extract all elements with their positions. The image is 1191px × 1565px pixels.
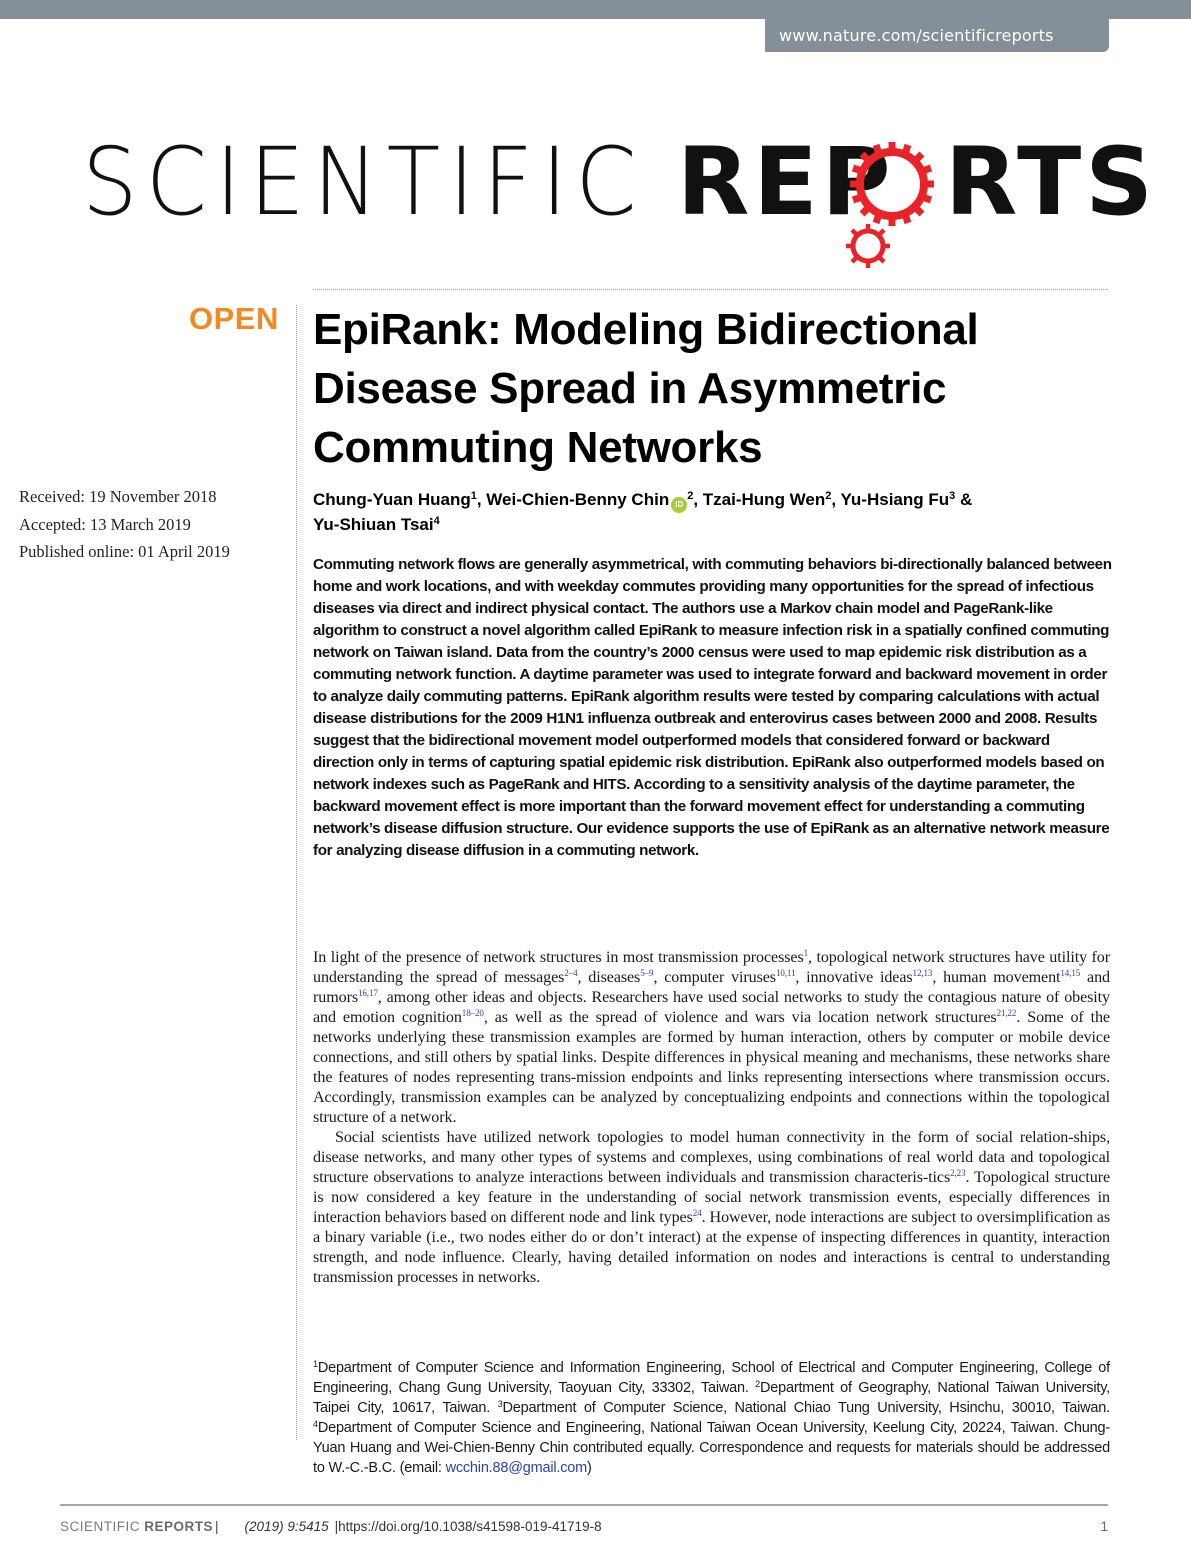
reference-link[interactable]: 10,11 (775, 968, 796, 978)
masthead-scientific: SCIENTIFIC (82, 128, 645, 237)
author-list: Chung-Yuan Huang$^1$, Wei-Chien-Benny Chin $iD^2$, Tzai-Hung Wen$^2$, Yu-Hsiang Fu$^3$ & Yu-Shiuan Tsai$^4$ (313, 490, 973, 534)
reference-link[interactable]: 24 (692, 1208, 702, 1218)
affiliation-marker: 2 (825, 490, 832, 502)
affiliation-marker: 2 (687, 490, 694, 502)
author-name[interactable]: Wei-Chien-Benny Chin (486, 490, 670, 509)
author-name[interactable]: Yu-Shiuan Tsai (313, 515, 434, 534)
abstract: Commuting network flows are generally asymmetrical, with commuting behaviors bi-directionally balanced between home and work locations, and with weekday commutes providing many opportunities for the spread of infectious diseases via direct and indirect physical contact. The authors use a Markov chain model and PageRank-like algorithm to construct a novel algorithm called EpiRank to measure infection risk in a spatially confined commuting network on Taiwan island. Data from the country’s 2000 census were used to map epidemic risk distribution as a commuting network function. A daytime parameter was used to integrate forward and backward movement in order to analyze daily commuting patterns. EpiRank algorithm results were tested by comparing calculations with actual disease distributions for the 2009 H1N1 influenza outbreak and enterovirus cases between 2000 and 2008. Results suggest that the bidirectional movement model outperformed models that considered forward or backward direction only in terms of capturing spatial epidemic risk distribution. EpiRank also outperformed models based on network indexes such as PageRank and HITS. According to a sensitivity analysis of the daytime parameter, the backward movement effect is more important than the forward movement effect for understanding a commuting network’s disease diffusion structure. Our evidence supports the use of EpiRank as an alternative network measure for analyzing disease diffusion in a commuting network. (313, 556, 1112, 859)
masthead-rts: RTS (945, 128, 1157, 237)
footer-separator: | (215, 1518, 219, 1534)
accepted-date: Accepted: 13 March 2019 (19, 514, 191, 534)
reference-link[interactable]: 12,13 (912, 968, 933, 978)
reference-link[interactable]: 2,23 (950, 1168, 966, 1178)
open-access-badge: OPEN (189, 301, 279, 336)
article-dates (19, 483, 230, 566)
author-name[interactable]: Yu-Hsiang Fu (840, 490, 950, 509)
body-paragraph-2: Social scientists have utilized network topologies to model human connectivity in the form of social relation-ships, disease networks, and many other types of systems and complexes, using combinations of real world data and topological structure observations to analyze interactions between individuals and transmission characteris-tics$^{2,23}$. Topological structure is now considered a key feature in the understanding of social network transmission events, especially differences in interaction behaviors based on different node and link types$^{24}$. However, node interactions are subject to oversimplification as a binary variable (i.e., two nodes either do or don’t interact) at the expense of inspecting differences in quantity, interaction strength, and node influence. Clearly, having detailed information on nodes and interactions is central to understanding transmission processes in networks. (313, 1129, 1110, 1286)
masthead-rep: REP (677, 128, 895, 237)
top-banner-bar (0, 0, 1191, 19)
affiliation-number: 2 (755, 1379, 760, 1389)
article-body (313, 948, 1110, 1288)
affiliation-marker: 3 (949, 490, 956, 502)
journal-url-link[interactable]: www.nature.com/scientificreports (765, 19, 1109, 52)
correspondence-close: ) (587, 1460, 592, 1476)
correspondence-text: Chung-Yuan Huang and Wei-Chien-Benny Chin contributed equally. Correspondence and requests for materials should be addressed to W.-C.-B.C. (email: (313, 1420, 1110, 1476)
orcid-icon[interactable]: iD (671, 497, 687, 513)
body-paragraph-1: In light of the presence of network structures in most transmission processes$^1$, topological network structures have utility for understanding the spread of messages$^{2-4}$, diseases$^{5-9}$, computer viruses$^{10,11}$, innovative ideas$^{12,13}$, human movement$^{14,15}$ and rumors$^{16,17}$, among other ideas and objects. Researchers have used social networks to study the contagious nature of obesity and emotion cognition$^{18-20}$, as well as the spread of violence and wars via location network structures$^{21,22}$. Some of the networks underlying these transmission examples are formed by human interaction, others by computer or mobile device connections, and still others by spatial links. Despite differences in physical meaning and mechanisms, these networks share the features of nodes representing trans-mission endpoints and links representing intersections where transmission occurs. Accordingly, transmission examples can be analyzed by conceptualizing endpoints and connections within the topological structure of a network. (313, 948, 1110, 1126)
reference-link[interactable]: 5–9 (640, 968, 654, 978)
journal-masthead (82, 128, 1157, 256)
affiliations: $^1$Department of Computer Science and Information Engineering, School of Electrical and Computer Engineering, College of Engineering, Chang Gung University, Taoyuan City, 33302, Taiwan. $^2$Department of Geography, National Taiwan University, Taipei City, 10617, Taiwan. $^3$Department of Computer Science, National Chiao Tung University, Hsinchu, 30010, Taiwan. $^4$Department of Computer Science and Engineering, National Taiwan Ocean University, Keelung City, 20224, Taiwan. Chung-Yuan Huang and Wei-Chien-Benny Chin contributed equally. Correspondence and requests for materials should be addressed to W.-C.-B.C. (email: wcchin.88@gmail.com) (313, 1359, 1111, 1476)
author-name[interactable]: Tzai-Hung Wen (702, 490, 826, 509)
affiliation-marker: 4 (433, 515, 440, 527)
footer-doi-link[interactable]: |https://doi.org/10.1038/s41598-019-41719-8 (334, 1518, 602, 1534)
footer-journal-name: SCIENTIFIC REPORTS (60, 1518, 214, 1534)
reference-link[interactable]: 18–20 (461, 1008, 484, 1018)
affiliation-number: 4 (313, 1419, 318, 1429)
article-title: EpiRank: Modeling Bidirectional Disease Spread in Asymmetric Commuting Networks (313, 305, 979, 472)
affiliation-number: 3 (497, 1399, 503, 1409)
reference-link[interactable]: 2–4 (564, 968, 578, 978)
reference-link[interactable]: 14,15 (1060, 968, 1081, 978)
affiliation-marker: 1 (470, 490, 477, 502)
correspondence-email-link[interactable]: wcchin.88@gmail.com (445, 1460, 588, 1476)
gear-logo-icon (840, 136, 952, 276)
received-date: Received: 19 November 2018 (19, 487, 217, 506)
page-number: 1 (1100, 1518, 1108, 1534)
footer-divider (60, 1504, 1108, 1506)
affiliation-number: 1 (313, 1359, 318, 1369)
column-divider (296, 305, 297, 1440)
header-divider (313, 289, 1108, 290)
page-footer (60, 1516, 1108, 1536)
reference-link[interactable]: 1 (803, 948, 809, 958)
published-date: Published online: 01 April 2019 (19, 542, 230, 561)
reference-link[interactable]: 16,17 (358, 988, 378, 998)
author-name[interactable]: Chung-Yuan Huang (313, 490, 471, 509)
footer-citation: (2019) 9:5415 (244, 1518, 329, 1534)
reference-link[interactable]: 21,22 (996, 1008, 1017, 1018)
